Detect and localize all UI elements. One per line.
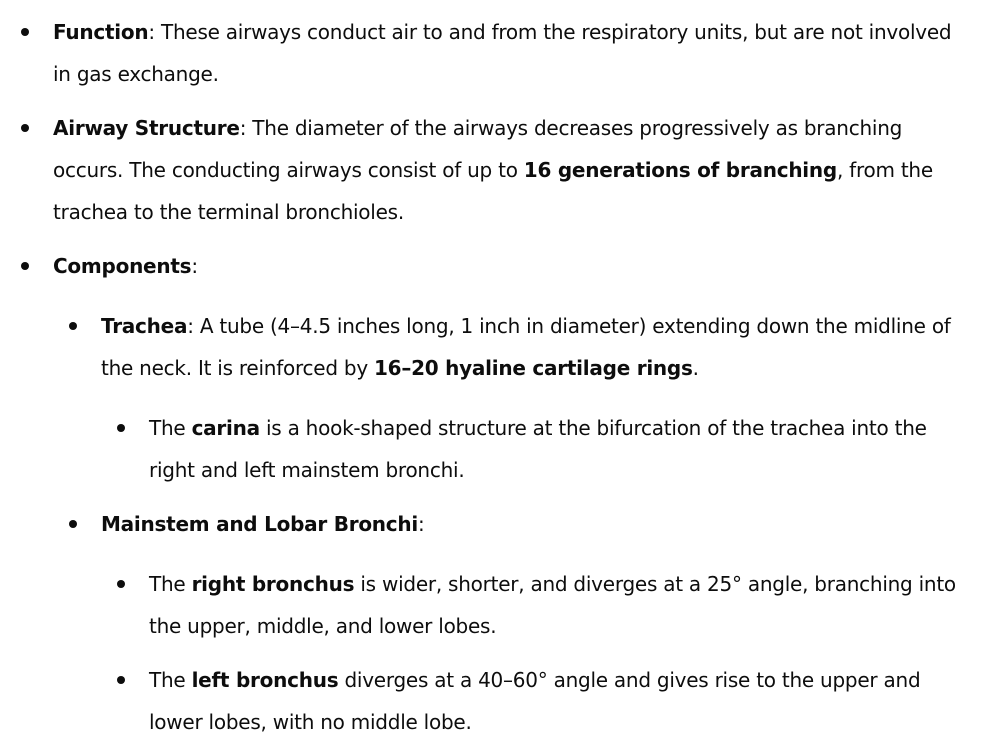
term-mainstem-bronchi: Mainstem and Lobar Bronchi bbox=[101, 512, 418, 536]
emphasis-carina: carina bbox=[191, 416, 260, 440]
carina-description: is a hook-shaped structure at the bifurcation of the trachea into the right and left mainstem bronchi. bbox=[149, 416, 927, 482]
mainstem-colon: : bbox=[418, 512, 425, 536]
list-item-text bbox=[101, 305, 969, 389]
airway-structure-description: : The diameter of the airways decreases progressively as branching occurs. The conducting airways consist of up to bbox=[53, 116, 903, 182]
components-colon: : bbox=[191, 254, 198, 278]
bullet-icon bbox=[21, 124, 29, 132]
bullet-icon bbox=[117, 676, 125, 684]
list-item-text bbox=[101, 503, 969, 545]
term-trachea: Trachea bbox=[101, 314, 188, 338]
bullet-icon bbox=[117, 580, 125, 588]
bullet-icon bbox=[117, 424, 125, 432]
bullet-icon bbox=[69, 520, 77, 528]
trachea-description: : A tube (4–4.5 inches long, 1 inch in diameter) extending down the midline of the neck. It is reinforced by bbox=[101, 314, 951, 380]
carina-prefix: The bbox=[149, 416, 192, 440]
left-bronchus-description: diverges at a 40–60° angle and gives rise to the upper and lower lobes, with no middle lobe. bbox=[149, 668, 921, 734]
list-item-text bbox=[53, 107, 969, 233]
left-bronchus-prefix: The bbox=[149, 668, 192, 692]
right-bronchus-description: is wider, shorter, and diverges at a 25° angle, branching into the upper, middle, and lower lobes. bbox=[149, 572, 956, 638]
list-item-text bbox=[149, 659, 969, 743]
list-item-text bbox=[149, 563, 969, 647]
function-description: : These airways conduct air to and from the respiratory units, but are not involved in gas exchange. bbox=[53, 20, 952, 86]
term-components: Components bbox=[53, 254, 192, 278]
list-item-text bbox=[53, 11, 969, 95]
emphasis-cartilage-rings: 16–20 hyaline cartilage rings bbox=[374, 356, 693, 380]
right-bronchus-prefix: The bbox=[149, 572, 192, 596]
emphasis-right-bronchus: right bronchus bbox=[191, 572, 355, 596]
term-function: Function bbox=[53, 20, 149, 44]
emphasis-generations: 16 generations of branching bbox=[523, 158, 837, 182]
bullet-icon bbox=[69, 322, 77, 330]
term-airway-structure: Airway Structure bbox=[53, 116, 240, 140]
bullet-icon bbox=[21, 262, 29, 270]
list-item-text bbox=[149, 407, 969, 491]
list-item-text bbox=[53, 245, 969, 287]
bullet-icon bbox=[21, 28, 29, 36]
trachea-description-end: . bbox=[692, 356, 699, 380]
emphasis-left-bronchus: left bronchus bbox=[191, 668, 339, 692]
airway-structure-description-end: , from the trachea to the terminal bronchioles. bbox=[53, 158, 933, 224]
